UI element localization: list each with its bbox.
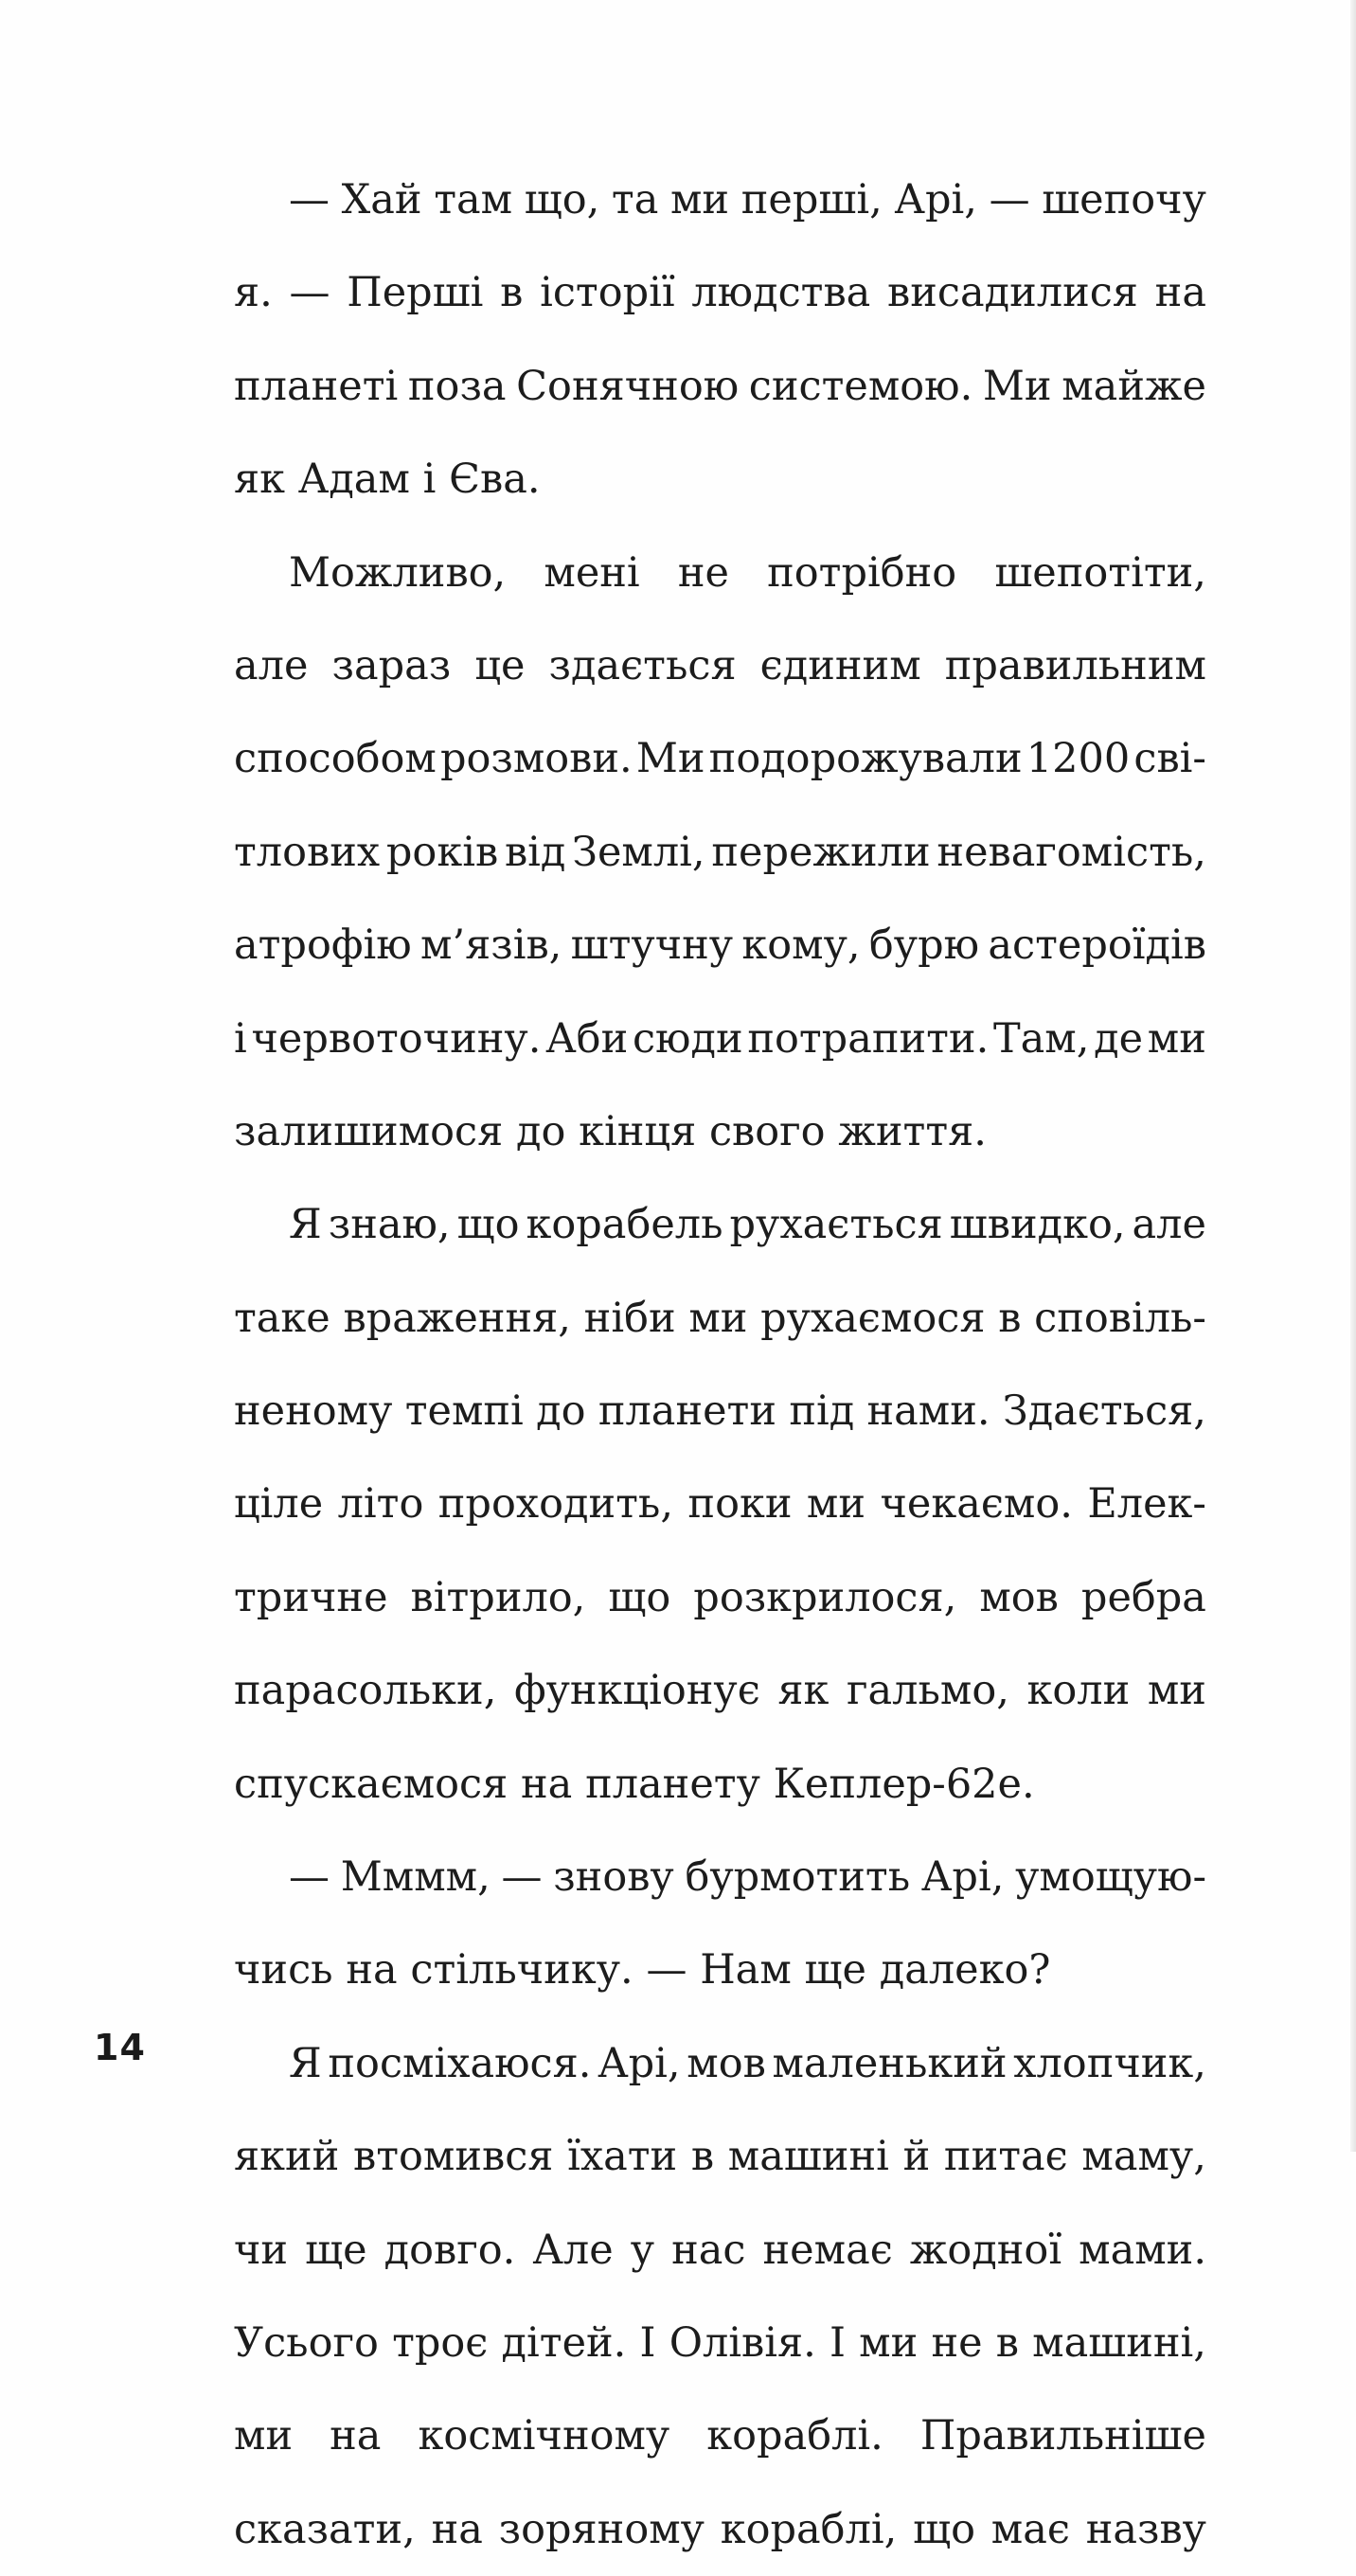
- word: —: [289, 1853, 330, 1902]
- word: нами.: [866, 1387, 990, 1436]
- text-line: [234, 433, 1206, 526]
- word: машині: [727, 2133, 889, 2181]
- word: знаю,: [328, 1201, 451, 1249]
- word: червоточину.: [251, 1014, 542, 1063]
- text-line: [234, 1644, 1206, 1737]
- word: космічному: [418, 2412, 670, 2460]
- word: в: [995, 2318, 1019, 2367]
- word: як: [777, 1667, 830, 1715]
- word: посміхаюся.: [328, 2039, 592, 2087]
- word: років: [385, 828, 499, 876]
- word: в: [500, 269, 524, 317]
- word: Арі,: [894, 176, 977, 224]
- text-line: [234, 1738, 1206, 1831]
- word: поза: [407, 362, 507, 410]
- word: вітрило,: [410, 1573, 586, 1621]
- word: рухається: [729, 1201, 943, 1249]
- word: Але: [532, 2226, 614, 2274]
- word: питає: [943, 2133, 1068, 2181]
- word: і: [422, 456, 437, 504]
- word: але: [1132, 1201, 1206, 1249]
- word: Елек-: [1087, 1480, 1206, 1529]
- word: їхати: [567, 2133, 678, 2181]
- word: штучну: [570, 921, 734, 970]
- word: темпі: [404, 1387, 524, 1436]
- text-line: [234, 1923, 1206, 2016]
- word: коли: [1026, 1667, 1131, 1715]
- word: сюди: [632, 1014, 743, 1063]
- word: Адам: [297, 456, 410, 504]
- word: проходить,: [437, 1480, 673, 1529]
- word: це: [474, 641, 526, 689]
- word: потрапити.: [747, 1014, 990, 1063]
- text-line: [234, 1178, 1206, 1271]
- word: враження,: [343, 1294, 571, 1342]
- word: я.: [234, 269, 273, 317]
- word: Олівія.: [669, 2318, 816, 2367]
- text-line: [234, 899, 1206, 992]
- word: здається: [548, 641, 737, 689]
- word: довго.: [384, 2226, 516, 2274]
- word: перші,: [740, 176, 883, 224]
- word: і: [234, 1014, 247, 1063]
- word: ми: [806, 1480, 866, 1529]
- word: бурмотить: [685, 1853, 911, 1902]
- word: бурю: [868, 921, 980, 970]
- word: втомився: [353, 2133, 554, 2181]
- word: І: [639, 2318, 656, 2367]
- word: Правильніше: [919, 2412, 1206, 2460]
- text-line: [234, 1085, 1206, 1178]
- word: невагомість,: [937, 828, 1206, 876]
- text-line: [234, 340, 1206, 433]
- word: людства: [691, 269, 871, 317]
- word: Там,: [992, 1014, 1090, 1063]
- word: й: [902, 2133, 931, 2181]
- word: чекаємо.: [880, 1480, 1073, 1529]
- word: кораблі,: [720, 2505, 898, 2553]
- word: що: [913, 2505, 975, 2553]
- word: поки: [687, 1480, 793, 1529]
- word: на: [330, 2412, 382, 2460]
- word: назву: [1085, 2505, 1206, 2553]
- text-line: [234, 993, 1206, 1085]
- word: який: [234, 2133, 340, 2181]
- word: немає: [762, 2226, 893, 2274]
- word: парасольки,: [234, 1667, 497, 1715]
- word: машині,: [1032, 2318, 1206, 2367]
- word: Арі,: [920, 1853, 1005, 1902]
- word: ще: [804, 1946, 866, 1995]
- word: троє: [392, 2318, 489, 2367]
- word: спускаємося: [234, 1760, 508, 1808]
- text-line: [234, 619, 1206, 712]
- word: зараз: [331, 641, 452, 689]
- word: ми: [688, 1294, 748, 1342]
- word: кораблі.: [706, 2412, 883, 2460]
- word: чись: [234, 1946, 333, 1995]
- word: але: [234, 641, 309, 689]
- text-line: [234, 527, 1206, 619]
- word: Хай: [341, 176, 422, 224]
- word: ребра: [1080, 1573, 1206, 1621]
- word: маму,: [1081, 2133, 1206, 2181]
- text-line: [234, 153, 1206, 246]
- word: єдиним: [759, 641, 921, 689]
- word: ми: [669, 176, 730, 224]
- word: Сонячною: [516, 362, 740, 410]
- word: на: [431, 2505, 483, 2553]
- word: кінця: [579, 1107, 697, 1155]
- word: нас: [671, 2226, 746, 2274]
- word: історії: [540, 269, 675, 317]
- word: Арі,: [598, 2039, 681, 2087]
- word: не: [677, 548, 729, 597]
- body-text: [234, 153, 1206, 2576]
- word: рухаємося: [760, 1294, 986, 1342]
- word: Я: [289, 2039, 322, 2087]
- text-line: [234, 2389, 1206, 2482]
- word: сказати,: [234, 2505, 416, 2553]
- word: мені: [544, 548, 640, 597]
- word: розкрилося,: [693, 1573, 957, 1621]
- word: ми: [234, 2412, 294, 2460]
- word: пережили: [711, 828, 931, 876]
- page-number: 14: [94, 2027, 146, 2068]
- word: як: [234, 456, 286, 504]
- word: м’язів,: [420, 921, 562, 970]
- word: потрібно: [767, 548, 957, 597]
- text-line: [234, 806, 1206, 899]
- word: на: [521, 1760, 573, 1808]
- word: в: [690, 2133, 715, 2181]
- text-line: [234, 1551, 1206, 1644]
- word: розмови.: [439, 735, 633, 783]
- word: до: [536, 1387, 586, 1436]
- word: ми: [859, 2318, 919, 2367]
- word: життя.: [838, 1107, 987, 1155]
- word: що,: [524, 176, 600, 224]
- text-line: [234, 1272, 1206, 1365]
- word: ніби: [583, 1294, 676, 1342]
- word: ми: [1147, 1667, 1206, 1715]
- word: Землі,: [572, 828, 705, 876]
- word: у: [630, 2226, 655, 2274]
- word: —: [289, 269, 330, 317]
- word: подорожували: [708, 735, 1023, 783]
- word: висадилися: [887, 269, 1138, 317]
- word: в: [998, 1294, 1022, 1342]
- word: знову: [553, 1853, 674, 1902]
- word: швидко,: [949, 1201, 1126, 1249]
- word: тлових: [234, 828, 381, 876]
- word: астероїдів: [988, 921, 1206, 970]
- word: зоряному: [498, 2505, 705, 2553]
- word: планети: [598, 1387, 776, 1436]
- word: шепотіти,: [994, 548, 1206, 597]
- word: —: [289, 176, 330, 224]
- word: далеко?: [879, 1946, 1051, 1995]
- word: де: [1094, 1014, 1144, 1063]
- word: стільчику.: [410, 1946, 633, 1995]
- word: на: [1154, 269, 1206, 317]
- word: що: [608, 1573, 671, 1621]
- word: залишимося: [234, 1107, 504, 1155]
- word: літо: [337, 1480, 424, 1529]
- word: корабель: [526, 1201, 723, 1249]
- word: дітей.: [501, 2318, 627, 2367]
- text-line: [234, 2483, 1206, 2576]
- word: чи: [234, 2226, 289, 2274]
- word: тричне: [234, 1573, 388, 1621]
- word: шепочу: [1042, 176, 1206, 224]
- word: способом: [234, 735, 437, 783]
- word: Аби: [545, 1014, 629, 1063]
- word: ми: [1147, 1014, 1206, 1063]
- word: хлопчик,: [1013, 2039, 1206, 2087]
- word: гальмо,: [846, 1667, 1009, 1715]
- word: там: [434, 176, 513, 224]
- word: ціле: [234, 1480, 324, 1529]
- word: —: [501, 1853, 543, 1902]
- word: мов: [687, 2039, 766, 2087]
- word: —: [989, 176, 1030, 224]
- word: Я: [289, 1201, 322, 1249]
- word: таке: [234, 1294, 330, 1342]
- text-line: [234, 2110, 1206, 2203]
- word: Можливо,: [289, 548, 507, 597]
- word: майже: [1062, 362, 1206, 410]
- word: від: [504, 828, 566, 876]
- word: що: [456, 1201, 520, 1249]
- word: кому,: [741, 921, 861, 970]
- word: ще: [305, 2226, 367, 2274]
- word: Ми: [982, 362, 1052, 410]
- text-line: [234, 246, 1206, 339]
- word: Кеплер-62e.: [773, 1760, 1035, 1808]
- word: Єва.: [449, 456, 541, 504]
- text-line: [234, 2204, 1206, 2297]
- word: Здається,: [1002, 1387, 1206, 1436]
- word: системою.: [748, 362, 973, 410]
- text-line: [234, 712, 1206, 805]
- word: неному: [234, 1387, 393, 1436]
- word: умощую-: [1015, 1853, 1206, 1902]
- text-line: [234, 1365, 1206, 1458]
- text-line: [234, 1458, 1206, 1550]
- word: Перші: [347, 269, 484, 317]
- word: сповіль-: [1034, 1294, 1206, 1342]
- text-line: [234, 2297, 1206, 2389]
- word: та: [611, 176, 659, 224]
- word: планеті: [234, 362, 399, 410]
- word: свого: [708, 1107, 826, 1155]
- text-line: [234, 2017, 1206, 2110]
- word: маленький: [772, 2039, 1008, 2087]
- word: правильним: [944, 641, 1206, 689]
- word: на: [346, 1946, 398, 1995]
- word: планету: [585, 1760, 760, 1808]
- word: мами.: [1079, 2226, 1206, 2274]
- word: під: [789, 1387, 855, 1436]
- word: до: [516, 1107, 566, 1155]
- word: —: [646, 1946, 687, 1995]
- word: Ми: [635, 735, 705, 783]
- word: мов: [979, 1573, 1059, 1621]
- word: Усього: [234, 2318, 379, 2367]
- word: І: [829, 2318, 846, 2367]
- word: Мммм,: [340, 1853, 491, 1902]
- word: 1200: [1026, 735, 1131, 783]
- word: атрофію: [234, 921, 412, 970]
- word: має: [990, 2505, 1070, 2553]
- page-edge-shadow: [1350, 0, 1356, 2152]
- word: сві-: [1133, 735, 1206, 783]
- word: не: [931, 2318, 983, 2367]
- word: функціонує: [513, 1667, 760, 1715]
- text-line: [234, 1831, 1206, 1923]
- word: Нам: [700, 1946, 792, 1995]
- word: жодної: [909, 2226, 1062, 2274]
